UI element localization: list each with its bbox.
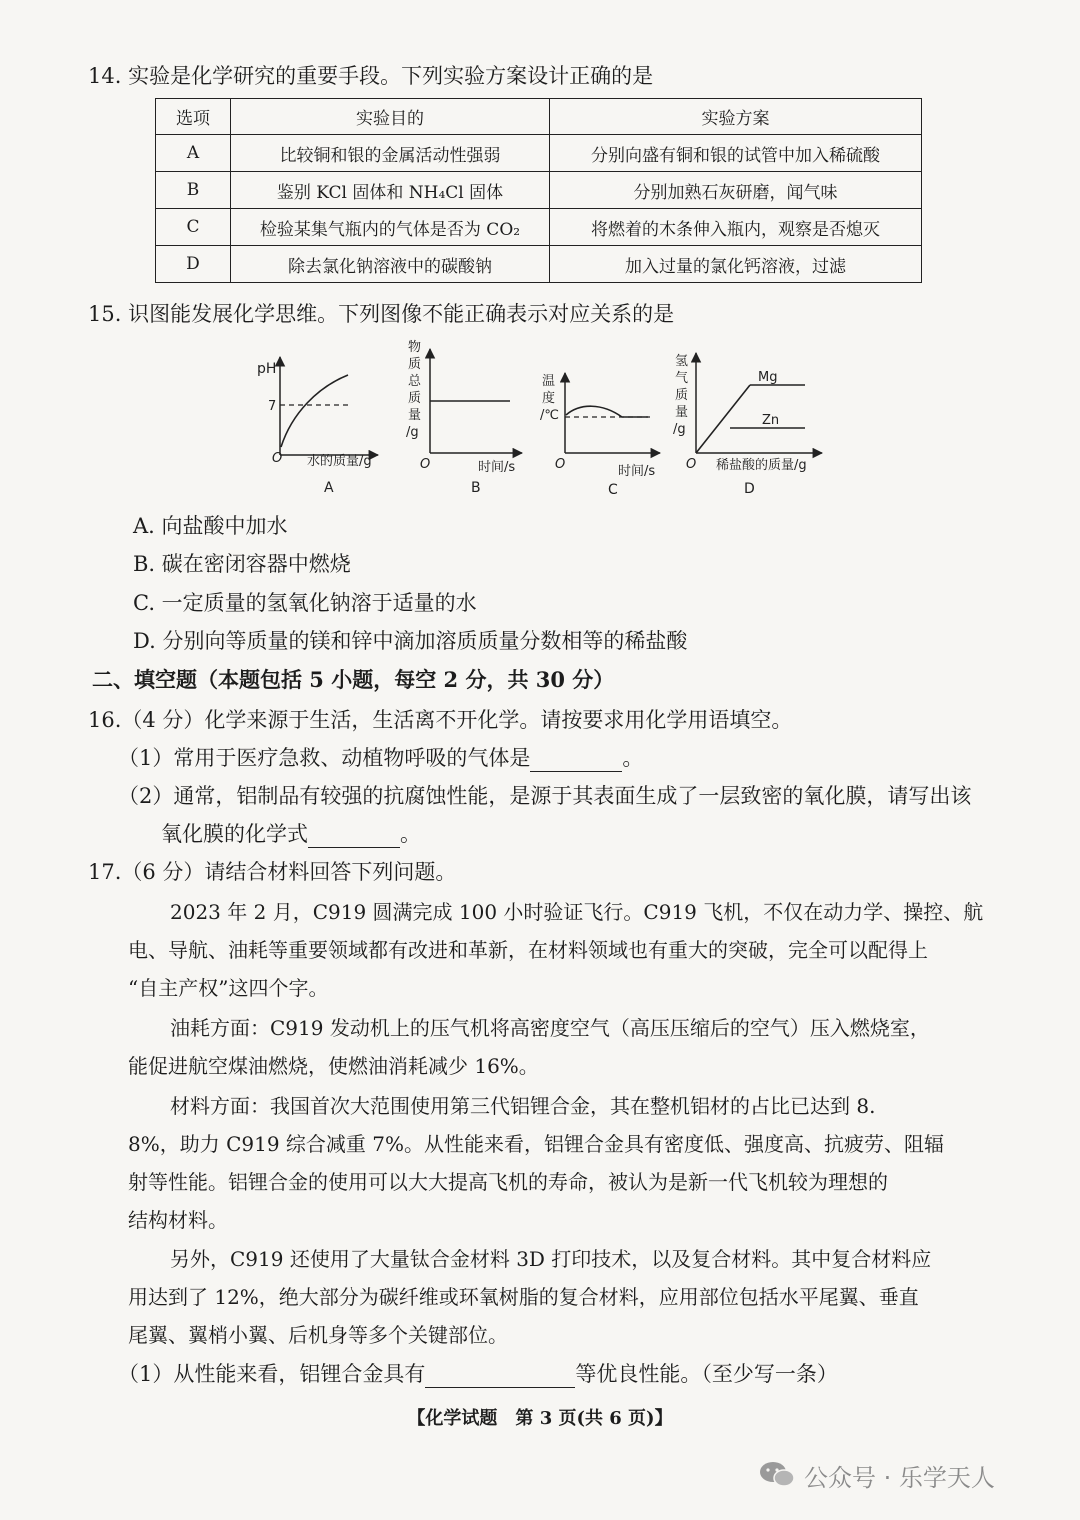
graph-d-ylabel-1: 氢 (675, 354, 689, 369)
q16-part2-blank[interactable] (308, 827, 400, 848)
row-plan: 分别向盛有铜和银的试管中加入稀硫酸 (550, 135, 922, 172)
q17-material-line: 另外，C919 还使用了大量钛合金材料 3D 打印技术，以及复合材料。其中复合材料应 (170, 1247, 932, 1271)
watermark-text: 公众号 · 乐学天人 (804, 1464, 995, 1492)
row-option: D (156, 246, 231, 283)
graph-b-xlabel: 时间/s (478, 460, 516, 475)
q17-stem: 17.（6 分）请结合材料回答下列问题。 (88, 860, 457, 884)
row-option: B (156, 172, 231, 209)
table-row (156, 246, 922, 283)
graph-b-caption: B (471, 480, 481, 496)
q17-part1-text: （1）从性能来看，铝锂合金具有 (118, 1362, 426, 1386)
watermark (758, 1458, 995, 1493)
graph-d-ylabel-2: 气 (675, 371, 689, 386)
wechat-icon (758, 1459, 796, 1493)
q17-material-line: 尾翼、翼梢小翼、后机身等多个关键部位。 (128, 1323, 508, 1347)
header-goal: 实验目的 (231, 99, 550, 135)
q15-option-b: B. 碳在密闭容器中燃烧 (133, 552, 351, 576)
row-plan: 加入过量的氯化钙溶液，过滤 (550, 246, 922, 283)
row-plan: 将燃着的木条伸入瓶内，观察是否熄灭 (550, 209, 922, 246)
graphs-svg (250, 335, 850, 500)
q17-material-line: 电、导航、油耗等重要领域都有改进和革新，在材料领域也有重大的突破，完全可以配得上 (128, 938, 928, 962)
graph-c (540, 373, 660, 498)
graph-c-ylabel-2: 度 (542, 391, 556, 406)
row-plan: 分别加熟石灰研磨，闻气味 (550, 172, 922, 209)
graph-b-ylabel-5: 量 (408, 408, 422, 423)
q16-part2-end: 。 (400, 822, 421, 846)
graph-d (673, 353, 822, 497)
graph-d-label-mg: Mg (758, 370, 778, 385)
graph-c-ylabel-3: /℃ (540, 408, 559, 423)
graph-a-ylabel: pH (257, 361, 277, 377)
section-heading: 二、填空题（本题包括 5 小题，每空 2 分，共 30 分） (92, 667, 615, 692)
graph-b-origin: O (420, 457, 431, 472)
graph-b-ylabel-1: 物 (408, 340, 422, 355)
graph-a-caption: A (324, 480, 334, 496)
q15-option-c: C. 一定质量的氢氧化钠溶于适量的水 (133, 591, 477, 615)
header-plan: 实验方案 (550, 99, 922, 135)
q15-stem: 15. 识图能发展化学思维。下列图像不能正确表示对应关系的是 (88, 302, 675, 326)
q17-material-line: “自主产权”这四个字。 (128, 976, 329, 1000)
graph-c-xlabel: 时间/s (618, 464, 656, 479)
q16-part1-text: （1）常用于医疗急救、动植物呼吸的气体是 (118, 746, 531, 770)
q17-material-line: 油耗方面：C919 发动机上的压气机将高密度空气（高压压缩后的空气）压入燃烧室， (170, 1016, 930, 1040)
graph-c-ylabel-1: 温 (542, 374, 556, 389)
q16-part2-text: 氧化膜的化学式 (161, 822, 308, 846)
graph-d-ylabel-4: 量 (675, 405, 689, 420)
experiment-table (155, 98, 922, 283)
graph-d-caption: D (744, 481, 755, 497)
q16-part1 (118, 742, 643, 772)
graph-d-ylabel-3: 质 (675, 388, 689, 403)
graph-d-label-zn: Zn (762, 413, 780, 428)
row-goal: 检验某集气瓶内的气体是否为 CO₂ (231, 209, 550, 246)
q15-option-a: A. 向盐酸中加水 (133, 514, 288, 538)
q17-material-line: 用达到了 12%，绝大部分为碳纤维或环氧树脂的复合材料，应用部位包括水平尾翼、垂直 (128, 1285, 919, 1309)
table-row (156, 172, 922, 209)
q17-part1-blank[interactable] (425, 1367, 575, 1388)
graph-a-xlabel: 水的质量/g (307, 454, 372, 469)
q17-material-line: 2023 年 2 月，C919 圆满完成 100 小时验证飞行。C919 飞机，不仅在动力学、操控、航 (170, 900, 984, 924)
q17-material-line: 能促进航空煤油燃烧，使燃油消耗减少 16%。 (128, 1054, 539, 1078)
graph-a-tick-7: 7 (268, 399, 277, 414)
q17-part1 (118, 1358, 838, 1388)
q15-option-d: D. 分别向等质量的镁和锌中滴加溶质质量分数相等的稀盐酸 (133, 629, 688, 653)
row-goal: 比较铜和银的金属活动性强弱 (231, 135, 550, 172)
graph-a (257, 357, 378, 496)
table-row (156, 209, 922, 246)
row-option: C (156, 209, 231, 246)
q16-stem: 16.（4 分）化学来源于生活，生活离不开化学。请按要求用化学用语填空。 (88, 708, 793, 732)
graph-d-ylabel-5: /g (673, 422, 686, 437)
graph-b (406, 339, 522, 496)
graph-d-xlabel: 稀盐酸的质量/g (716, 458, 807, 473)
q17-material-line: 8%，助力 C919 综合减重 7%。从性能来看，铝锂合金具有密度低、强度高、抗疲劳、阻辐 (128, 1132, 945, 1156)
q16-part1-blank[interactable] (530, 751, 622, 772)
q15-graphs (250, 335, 850, 500)
table-header-row (156, 99, 922, 135)
header-option: 选项 (156, 99, 231, 135)
q16-part1-end: 。 (622, 746, 644, 770)
graph-a-curve (281, 375, 348, 447)
table-row (156, 135, 922, 172)
q17-material-line: 结构材料。 (128, 1208, 228, 1232)
graph-c-caption: C (608, 482, 618, 498)
graph-b-ylabel-4: 质 (408, 391, 422, 406)
row-goal: 除去氯化钠溶液中的碳酸钠 (231, 246, 550, 283)
graph-c-origin: O (555, 457, 566, 472)
page-footer: 【化学试题 第 3 页(共 6 页)】 (407, 1408, 673, 1429)
q14-stem: 14. 实验是化学研究的重要手段。下列实验方案设计正确的是 (88, 64, 654, 88)
graph-a-origin: O (272, 451, 283, 466)
q17-material-line: 射等性能。铝锂合金的使用可以大大提高飞机的寿命，被认为是新一代飞机较为理想的 (128, 1170, 888, 1194)
graph-d-origin: O (686, 457, 697, 472)
row-option: A (156, 135, 231, 172)
row-goal: 鉴别 KCl 固体和 NH₄Cl 固体 (231, 172, 550, 209)
graph-b-ylabel-2: 质 (408, 357, 422, 372)
q17-material-line: 材料方面：我国首次大范围使用第三代铝锂合金，其在整机铝材的占比已达到 8. (170, 1094, 876, 1118)
graph-b-ylabel-6: /g (406, 425, 419, 440)
q16-part2-line1: （2）通常，铝制品有较强的抗腐蚀性能，是源于其表面生成了一层致密的氧化膜，请写出该 (118, 784, 972, 808)
q16-part2-line2 (161, 818, 421, 848)
graph-d-mg-rise (696, 385, 750, 453)
graph-b-ylabel-3: 总 (408, 374, 422, 389)
graph-c-curve (566, 406, 648, 417)
q17-part1-end: 等优良性能。（至少写一条） (575, 1362, 838, 1386)
